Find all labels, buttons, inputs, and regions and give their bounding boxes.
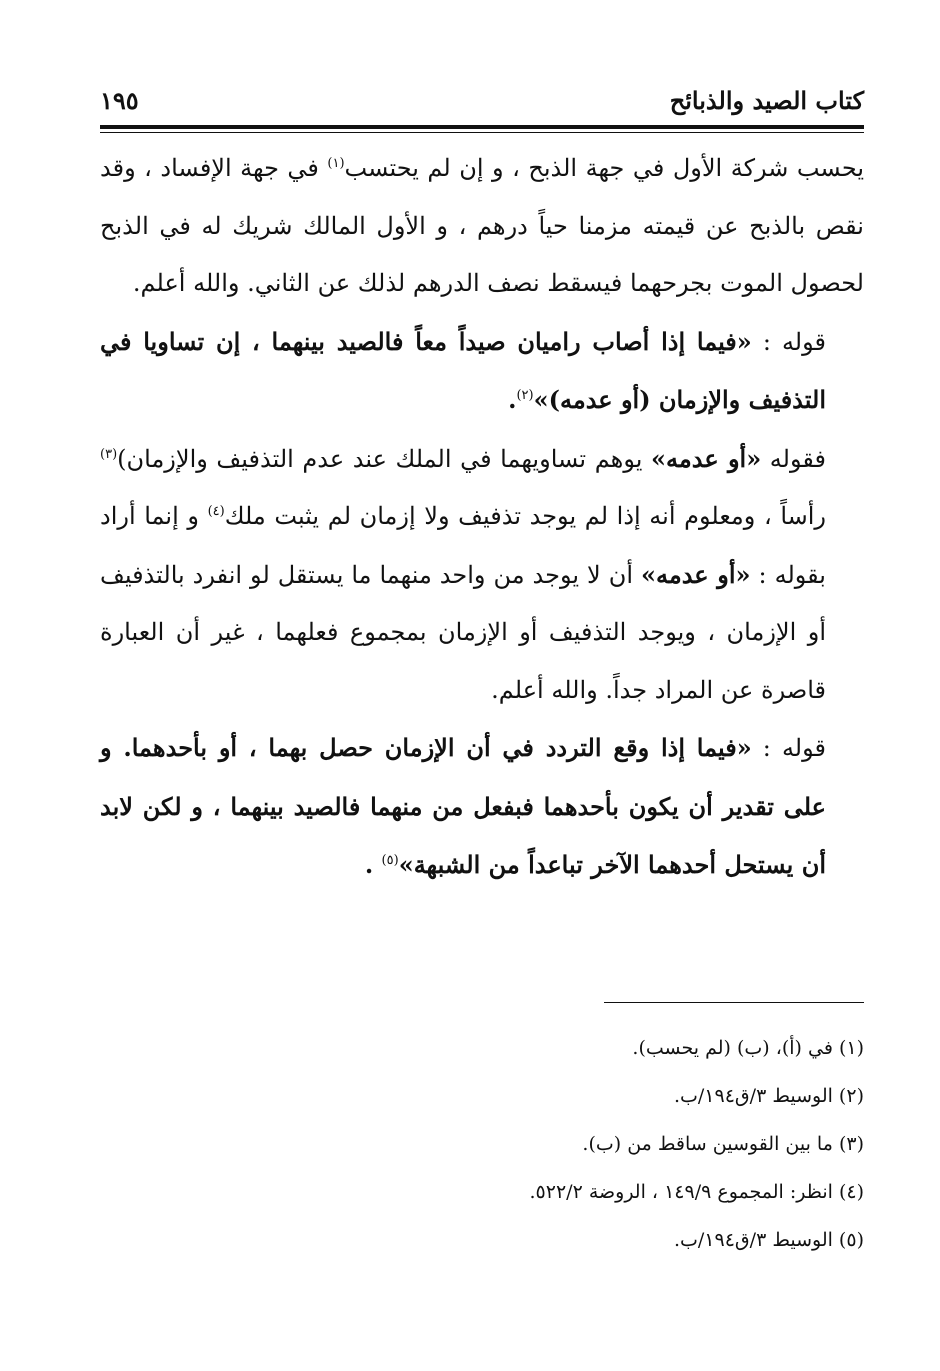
footnote-ref-5: (٥) bbox=[381, 853, 399, 868]
text-run: قوله : bbox=[751, 734, 826, 762]
footnote-ref-1: (١) bbox=[327, 156, 345, 171]
header-rule-thin bbox=[100, 132, 864, 133]
text-run: . bbox=[364, 850, 382, 879]
footnote-ref-3: (٣) bbox=[100, 446, 118, 462]
quoted-text: «فيما إذا أصاب راميان صيداً معاً فالصيد بينهما ، إن تساويا في التذفيف والإزمان (أو عدمه)» bbox=[100, 326, 826, 414]
footnote-ref-2: (٢) bbox=[516, 388, 534, 403]
footnote-ref-4: (٤) bbox=[207, 504, 225, 519]
quoted-text: «أو عدمه» bbox=[640, 559, 751, 589]
footnotes bbox=[100, 1024, 864, 1264]
text-run: فقوله bbox=[761, 444, 826, 473]
text-run: . bbox=[508, 385, 517, 414]
book-title: كتاب الصيد والذبائح bbox=[669, 86, 864, 115]
page-header bbox=[100, 86, 864, 122]
footnote-1: (١) في (أ)، (ب) (لم يحسب). bbox=[632, 1037, 864, 1059]
text-run: أن لا يوجد من واحد منهما ما يستقل لو انفرد بالتذفيف أو الإزمان ، ويوجد التذفيف أو الإزمان بمجموع فعلهما ، غير أن العبارة قاصرة عن المراد جداً. والله أعلم. bbox=[100, 560, 826, 704]
footnote-5: (٥) الوسيط ٣/ق١٩٤/ب. bbox=[673, 1229, 864, 1251]
text-run: يوهم تساويهما في الملك عند عدم التذفيف والإزمان) bbox=[117, 444, 651, 473]
footnote-separator bbox=[604, 1002, 864, 1003]
text-run: قوله : bbox=[751, 327, 826, 356]
quoted-text: «فيما إذا وقع التردد في أن الإزمان حصل بهما ، أو بأحدهما. و على تقدير أن يكون بأحدهما فبفعل من منهما فالصيد بينهما ، و لكن لابد أن يستحل أحدهما الآخر تباعداً من الشبهة» bbox=[100, 733, 826, 879]
text-run: في جهة الإفساد ، وقد نقص بالذبح عن قيمته مزمنا حياً درهم ، و الأول المالك شريك له في الذبح لحصول الموت بجرحهما فيسقط نصف الدرهم لذلك عن الثاني. والله أعلم. bbox=[100, 154, 864, 297]
footnote-3: (٣) ما بين القوسين ساقط من (ب). bbox=[582, 1133, 864, 1155]
paragraph-1 bbox=[100, 140, 864, 313]
page-number: ١٩٥ bbox=[100, 86, 139, 115]
paragraph-3 bbox=[100, 430, 864, 720]
quoted-text: «أو عدمه» bbox=[651, 443, 762, 473]
text-run: رأساً ، ومعلوم أنه إذا لم يوجد تذفيف ولا إزمان لم يثبت ملك bbox=[224, 502, 827, 530]
text-run: و إنما أراد بقوله : bbox=[100, 502, 826, 589]
footnote-2: (٢) الوسيط ٣/ق١٩٤/ب. bbox=[673, 1085, 864, 1107]
text-run: يحسب شركة الأول في جهة الذبح ، و إن لم يحتسب bbox=[344, 154, 865, 182]
paragraph-4 bbox=[100, 719, 864, 895]
footnote-4: (٤) انظر: المجموع ١٤٩/٩ ، الروضة ٥٢٢/٢. bbox=[529, 1181, 864, 1203]
header-rule-thick bbox=[100, 125, 864, 129]
paragraph-2 bbox=[100, 313, 864, 430]
main-text bbox=[100, 140, 864, 895]
